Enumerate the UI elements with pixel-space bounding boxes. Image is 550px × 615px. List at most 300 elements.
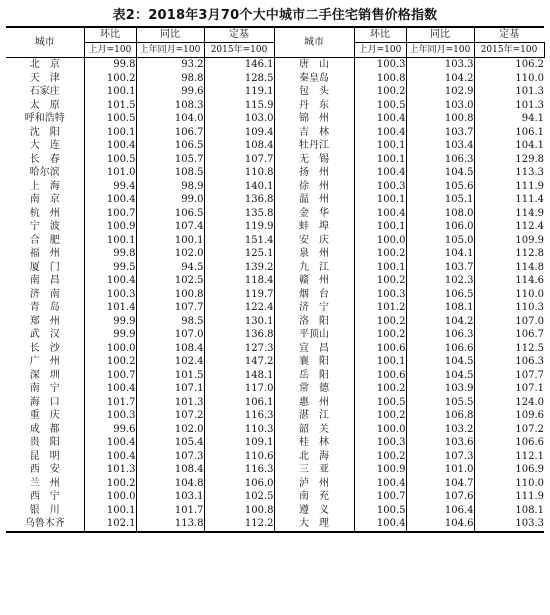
table-row	[6, 342, 544, 356]
index-fixed-cell: 112.1	[474, 450, 544, 464]
index-yoy-cell: 106.3	[406, 328, 474, 342]
table-row	[6, 355, 544, 369]
index-mom-cell: 100.2	[354, 247, 406, 261]
city-name-cell: 北 京	[29, 59, 60, 70]
city-name-cell: 合 肥	[29, 234, 60, 246]
index-mom-cell: 101.7	[84, 396, 136, 410]
city-name-cell: 海 口	[29, 396, 60, 408]
index-yoy-cell: 99.0	[136, 193, 204, 207]
table-row	[6, 166, 544, 180]
index-yoy-cell: 104.5	[406, 355, 474, 369]
index-yoy-cell: 104.0	[136, 112, 204, 126]
city-name-cell: 泉 州	[274, 247, 354, 261]
col-header-mom-right: 环比	[354, 27, 406, 43]
index-yoy-cell: 102.0	[136, 423, 204, 437]
index-yoy-cell: 106.5	[406, 288, 474, 302]
index-mom-cell: 100.4	[84, 193, 136, 207]
index-yoy-cell: 104.5	[406, 166, 474, 180]
index-mom-cell: 100.1	[354, 355, 406, 369]
index-fixed-cell: 114.9	[474, 207, 544, 221]
index-yoy-cell: 104.7	[406, 477, 474, 491]
index-mom-cell: 100.4	[354, 477, 406, 491]
index-mom-cell: 100.1	[354, 220, 406, 234]
index-mom-cell: 100.2	[354, 382, 406, 396]
index-yoy-cell: 103.9	[406, 382, 474, 396]
city-name-cell: 宁 波	[29, 221, 60, 232]
index-fixed-cell: 106.7	[474, 328, 544, 342]
city-name-cell: 上 海	[29, 180, 60, 192]
index-mom-cell: 100.5	[84, 153, 136, 167]
city-name-cell: 深 圳	[29, 369, 60, 381]
index-mom-cell: 102.1	[84, 517, 136, 532]
index-mom-cell: 99.8	[84, 58, 136, 72]
index-fixed-cell: 130.1	[204, 315, 274, 329]
index-fixed-cell: 116.3	[204, 409, 274, 423]
index-mom-cell: 100.5	[354, 504, 406, 518]
table-row	[6, 58, 544, 72]
index-mom-cell: 100.9	[84, 220, 136, 234]
city-name-cell: 西 宁	[29, 491, 60, 502]
index-yoy-cell: 93.2	[136, 58, 204, 72]
city-name-cell: 成 都	[29, 423, 60, 435]
index-mom-cell: 100.0	[354, 234, 406, 248]
header-row-1	[6, 27, 544, 43]
city-name-cell: 昆 明	[29, 450, 60, 462]
city-name-cell: 大 理	[274, 517, 354, 532]
index-mom-cell: 101.3	[84, 463, 136, 477]
city-name-cell: 青 岛	[29, 302, 60, 313]
index-fixed-cell: 106.3	[474, 355, 544, 369]
index-fixed-cell: 112.2	[204, 517, 274, 532]
table-row	[6, 396, 544, 410]
index-mom-cell: 100.0	[84, 342, 136, 356]
table-row	[6, 139, 544, 153]
col-header-mom-left: 环比	[84, 27, 136, 43]
index-mom-cell: 100.6	[354, 342, 406, 356]
index-mom-cell: 100.3	[354, 180, 406, 194]
index-mom-cell: 100.3	[84, 409, 136, 423]
index-fixed-cell: 119.7	[204, 288, 274, 302]
city-name-cell: 郑 州	[29, 315, 60, 327]
city-name-cell: 包 头	[274, 85, 354, 99]
index-mom-cell: 101.0	[84, 166, 136, 180]
index-fixed-cell: 136.8	[204, 328, 274, 342]
index-fixed-cell: 111.9	[474, 490, 544, 504]
index-fixed-cell: 119.9	[204, 220, 274, 234]
base-label-fixed-right: 2015年=100	[474, 43, 544, 58]
city-name-cell: 湛 江	[274, 409, 354, 423]
index-mom-cell: 99.8	[84, 247, 136, 261]
index-fixed-cell: 110.0	[474, 477, 544, 491]
index-fixed-cell: 151.4	[204, 234, 274, 248]
col-header-fixed-left: 定基	[204, 27, 274, 43]
table-row	[6, 328, 544, 342]
col-header-yoy-right: 同比	[406, 27, 474, 43]
index-yoy-cell: 108.0	[406, 207, 474, 221]
index-fixed-cell: 103.3	[474, 517, 544, 532]
index-yoy-cell: 105.4	[136, 436, 204, 450]
index-mom-cell: 100.4	[354, 112, 406, 126]
index-yoy-cell: 100.8	[136, 288, 204, 302]
table-row	[6, 517, 544, 532]
index-yoy-cell: 103.7	[406, 261, 474, 275]
index-mom-cell: 100.1	[84, 85, 136, 99]
index-fixed-cell: 106.1	[204, 396, 274, 410]
table-row	[6, 490, 544, 504]
city-name-cell: 金 华	[274, 207, 354, 221]
index-fixed-cell: 146.1	[204, 58, 274, 72]
index-fixed-cell: 112.5	[474, 342, 544, 356]
city-name-cell: 天 津	[29, 72, 60, 84]
index-mom-cell: 100.2	[84, 355, 136, 369]
city-name-cell: 宜 昌	[274, 342, 354, 356]
index-yoy-cell: 103.7	[406, 126, 474, 140]
table-row	[6, 450, 544, 464]
table-title: 表2：2018年3月70个大中城市二手住宅销售价格指数	[112, 8, 438, 23]
table-row	[6, 409, 544, 423]
index-yoy-cell: 106.7	[136, 126, 204, 140]
city-name-cell: 吉 林	[274, 126, 354, 140]
index-yoy-cell: 107.0	[136, 328, 204, 342]
index-fixed-cell: 112.4	[474, 220, 544, 234]
index-yoy-cell: 99.6	[136, 85, 204, 99]
index-fixed-cell: 108.1	[474, 504, 544, 518]
index-mom-cell: 100.2	[84, 72, 136, 86]
index-mom-cell: 100.4	[84, 274, 136, 288]
base-label-mom-right: 上月=100	[354, 43, 406, 58]
index-yoy-cell: 103.4	[406, 139, 474, 153]
index-yoy-cell: 108.4	[136, 463, 204, 477]
index-fixed-cell: 102.5	[204, 490, 274, 504]
index-yoy-cell: 106.4	[406, 504, 474, 518]
index-fixed-cell: 125.1	[204, 247, 274, 261]
index-fixed-cell: 106.9	[474, 463, 544, 477]
city-name-cell: 徐 州	[274, 180, 354, 194]
index-yoy-cell: 103.1	[136, 490, 204, 504]
city-name-cell: 蚌 埠	[274, 220, 354, 234]
city-name-cell: 银 川	[29, 504, 60, 516]
city-name-cell: 赣 州	[274, 274, 354, 288]
city-name-cell: 平顶山	[274, 328, 354, 342]
index-mom-cell: 100.2	[354, 409, 406, 423]
index-fixed-cell: 101.3	[474, 99, 544, 113]
city-name-cell: 南 昌	[29, 275, 60, 286]
index-mom-cell: 100.0	[354, 423, 406, 437]
index-mom-cell: 99.4	[84, 180, 136, 194]
index-mom-cell: 100.5	[84, 112, 136, 126]
index-fixed-cell: 116.3	[204, 463, 274, 477]
index-yoy-cell: 103.3	[406, 58, 474, 72]
index-fixed-cell: 139.2	[204, 261, 274, 275]
index-mom-cell: 100.2	[354, 274, 406, 288]
index-yoy-cell: 104.6	[406, 517, 474, 532]
index-fixed-cell: 111.9	[474, 180, 544, 194]
index-fixed-cell: 101.3	[474, 85, 544, 99]
table-row	[6, 477, 544, 491]
index-mom-cell: 100.8	[354, 72, 406, 86]
city-name-cell: 烟 台	[274, 288, 354, 302]
index-mom-cell: 100.2	[354, 315, 406, 329]
table-row	[6, 382, 544, 396]
table-row	[6, 463, 544, 477]
index-fixed-cell: 110.8	[204, 166, 274, 180]
index-mom-cell: 100.1	[84, 126, 136, 140]
city-name-cell: 沈 阳	[29, 126, 60, 138]
city-name-cell: 洛 阳	[274, 315, 354, 329]
index-mom-cell: 100.4	[84, 436, 136, 450]
city-name-cell: 岳 阳	[274, 369, 354, 383]
index-mom-cell: 100.5	[354, 99, 406, 113]
index-fixed-cell: 103.0	[204, 112, 274, 126]
index-fixed-cell: 104.1	[474, 139, 544, 153]
index-mom-cell: 100.4	[84, 450, 136, 464]
city-name-cell: 桂 林	[274, 436, 354, 450]
index-mom-cell: 100.1	[354, 193, 406, 207]
index-yoy-cell: 108.3	[136, 99, 204, 113]
index-yoy-cell: 107.7	[136, 301, 204, 315]
city-name-cell: 扬 州	[274, 166, 354, 180]
index-yoy-cell: 107.4	[136, 220, 204, 234]
index-fixed-cell: 107.2	[474, 423, 544, 437]
city-name-cell: 石家庄	[29, 86, 60, 97]
city-name-cell: 常 德	[274, 382, 354, 396]
index-yoy-cell: 108.1	[406, 301, 474, 315]
col-header-city-left: 城市	[6, 27, 84, 58]
city-name-cell: 锦 州	[274, 112, 354, 126]
table-row	[6, 220, 544, 234]
index-fixed-cell: 106.1	[474, 126, 544, 140]
index-mom-cell: 100.3	[84, 288, 136, 302]
index-fixed-cell: 109.4	[204, 126, 274, 140]
index-mom-cell: 100.4	[354, 126, 406, 140]
index-fixed-cell: 107.1	[474, 382, 544, 396]
index-yoy-cell: 105.5	[406, 396, 474, 410]
city-name-cell: 福 州	[29, 248, 60, 259]
index-yoy-cell: 107.1	[136, 382, 204, 396]
index-fixed-cell: 147.2	[204, 355, 274, 369]
index-mom-cell: 100.3	[354, 288, 406, 302]
index-fixed-cell: 106.6	[474, 436, 544, 450]
table-row	[6, 234, 544, 248]
index-yoy-cell: 104.2	[406, 72, 474, 86]
index-fixed-cell: 140.1	[204, 180, 274, 194]
index-fixed-cell: 107.7	[474, 369, 544, 383]
index-yoy-cell: 100.8	[406, 112, 474, 126]
city-name-cell: 兰 州	[29, 477, 60, 489]
table-row	[6, 247, 544, 261]
city-name-cell: 乌鲁木齐	[24, 518, 65, 529]
city-name-cell: 南 京	[29, 194, 60, 205]
index-yoy-cell: 107.6	[406, 490, 474, 504]
index-fixed-cell: 100.8	[204, 504, 274, 518]
table-row	[6, 423, 544, 437]
index-mom-cell: 100.3	[354, 58, 406, 72]
index-yoy-cell: 106.5	[136, 139, 204, 153]
index-yoy-cell: 104.1	[406, 247, 474, 261]
index-yoy-cell: 113.8	[136, 517, 204, 532]
col-header-fixed-right: 定基	[474, 27, 544, 43]
index-yoy-cell: 98.8	[136, 72, 204, 86]
index-fixed-cell: 114.6	[474, 274, 544, 288]
index-yoy-cell: 106.5	[136, 207, 204, 221]
city-name-cell: 太 原	[29, 99, 60, 111]
table-row	[6, 85, 544, 99]
index-yoy-cell: 108.5	[136, 166, 204, 180]
table-row	[6, 193, 544, 207]
index-mom-cell: 99.5	[84, 261, 136, 275]
city-name-cell: 牡丹江	[274, 139, 354, 153]
col-header-city-right: 城市	[274, 27, 354, 58]
index-fixed-cell: 110.3	[204, 423, 274, 437]
city-name-cell: 九 江	[274, 261, 354, 275]
index-yoy-cell: 105.0	[406, 234, 474, 248]
index-mom-cell: 100.4	[84, 382, 136, 396]
index-mom-cell: 100.9	[354, 463, 406, 477]
table-row	[6, 504, 544, 518]
index-fixed-cell: 110.6	[204, 450, 274, 464]
index-mom-cell: 100.1	[84, 234, 136, 248]
city-name-cell: 广 州	[29, 356, 60, 367]
table-row	[6, 126, 544, 140]
index-mom-cell: 100.2	[354, 328, 406, 342]
index-mom-cell: 101.4	[84, 301, 136, 315]
index-yoy-cell: 106.8	[406, 409, 474, 423]
city-name-cell: 北 海	[274, 450, 354, 464]
index-yoy-cell: 102.4	[136, 355, 204, 369]
col-header-yoy-left: 同比	[136, 27, 204, 43]
index-fixed-cell: 108.4	[204, 139, 274, 153]
city-name-cell: 济 南	[29, 288, 60, 300]
index-fixed-cell: 107.0	[474, 315, 544, 329]
city-name-cell: 丹 东	[274, 99, 354, 113]
index-yoy-cell: 103.0	[406, 99, 474, 113]
index-mom-cell: 100.5	[354, 396, 406, 410]
index-mom-cell: 99.6	[84, 423, 136, 437]
index-mom-cell: 100.7	[84, 207, 136, 221]
index-yoy-cell: 103.2	[406, 423, 474, 437]
index-mom-cell: 100.2	[354, 85, 406, 99]
index-yoy-cell: 108.4	[136, 342, 204, 356]
price-index-table	[6, 26, 545, 533]
index-fixed-cell: 135.8	[204, 207, 274, 221]
index-yoy-cell: 105.1	[406, 193, 474, 207]
index-yoy-cell: 101.7	[136, 504, 204, 518]
index-yoy-cell: 100.1	[136, 234, 204, 248]
index-fixed-cell: 128.5	[204, 72, 274, 86]
index-fixed-cell: 94.1	[474, 112, 544, 126]
index-mom-cell: 100.7	[84, 369, 136, 383]
index-fixed-cell: 124.0	[474, 396, 544, 410]
city-name-cell: 哈尔滨	[29, 167, 60, 178]
table-row	[6, 436, 544, 450]
index-fixed-cell: 115.9	[204, 99, 274, 113]
index-fixed-cell: 110.0	[474, 288, 544, 302]
index-fixed-cell: 148.1	[204, 369, 274, 383]
index-fixed-cell: 109.9	[474, 234, 544, 248]
base-label-fixed-left: 2015年=100	[204, 43, 274, 58]
index-mom-cell: 99.9	[84, 315, 136, 329]
index-mom-cell: 100.0	[84, 490, 136, 504]
index-yoy-cell: 104.5	[406, 369, 474, 383]
city-name-cell: 济 宁	[274, 301, 354, 315]
index-mom-cell: 101.5	[84, 99, 136, 113]
index-yoy-cell: 106.3	[406, 153, 474, 167]
index-yoy-cell: 94.5	[136, 261, 204, 275]
city-name-cell: 武 汉	[29, 329, 60, 340]
table-row	[6, 315, 544, 329]
city-name-cell: 三 亚	[274, 463, 354, 477]
index-yoy-cell: 98.5	[136, 315, 204, 329]
base-label-yoy-right: 上年同月=100	[406, 43, 474, 58]
index-yoy-cell: 102.9	[406, 85, 474, 99]
city-name-cell: 西 安	[29, 464, 60, 475]
table-row	[6, 301, 544, 315]
index-yoy-cell: 104.8	[136, 477, 204, 491]
base-label-mom-left: 上月=100	[84, 43, 136, 58]
index-yoy-cell: 107.2	[136, 409, 204, 423]
index-fixed-cell: 112.8	[474, 247, 544, 261]
city-name-cell: 惠 州	[274, 396, 354, 410]
index-yoy-cell: 106.6	[406, 342, 474, 356]
index-mom-cell: 100.2	[84, 477, 136, 491]
table-row	[6, 99, 544, 113]
index-yoy-cell: 105.6	[406, 180, 474, 194]
index-yoy-cell: 106.0	[406, 220, 474, 234]
table-row	[6, 180, 544, 194]
table-row	[6, 274, 544, 288]
index-fixed-cell: 119.1	[204, 85, 274, 99]
index-yoy-cell: 103.6	[406, 436, 474, 450]
index-fixed-cell: 122.4	[204, 301, 274, 315]
table-row	[6, 261, 544, 275]
index-mom-cell: 100.2	[354, 450, 406, 464]
index-mom-cell: 100.4	[354, 517, 406, 532]
city-name-cell: 泸 州	[274, 477, 354, 491]
index-yoy-cell: 102.3	[406, 274, 474, 288]
index-mom-cell: 100.4	[84, 139, 136, 153]
index-fixed-cell: 129.8	[474, 153, 544, 167]
city-name-cell: 厦 门	[29, 261, 60, 273]
city-name-cell: 长 春	[29, 153, 60, 165]
index-yoy-cell: 101.3	[136, 396, 204, 410]
index-mom-cell: 100.1	[84, 504, 136, 518]
city-name-cell: 遵 义	[274, 504, 354, 518]
table-row	[6, 207, 544, 221]
index-mom-cell: 100.1	[354, 153, 406, 167]
index-yoy-cell: 101.0	[406, 463, 474, 477]
city-name-cell: 重 庆	[29, 410, 60, 421]
table-row	[6, 369, 544, 383]
index-fixed-cell: 109.1	[204, 436, 274, 450]
index-yoy-cell: 101.5	[136, 369, 204, 383]
index-fixed-cell: 110.0	[474, 72, 544, 86]
index-fixed-cell: 117.0	[204, 382, 274, 396]
city-name-cell: 秦皇岛	[274, 72, 354, 86]
index-yoy-cell: 107.3	[406, 450, 474, 464]
index-fixed-cell: 113.3	[474, 166, 544, 180]
index-mom-cell: 99.9	[84, 328, 136, 342]
table-body	[6, 58, 544, 532]
index-yoy-cell: 102.0	[136, 247, 204, 261]
index-mom-cell: 100.3	[354, 436, 406, 450]
city-name-cell: 呼和浩特	[24, 113, 65, 124]
city-name-cell: 无 锡	[274, 153, 354, 167]
city-name-cell: 南 充	[274, 490, 354, 504]
base-label-yoy-left: 上年同月=100	[136, 43, 204, 58]
index-mom-cell: 100.1	[354, 261, 406, 275]
index-mom-cell: 100.7	[354, 490, 406, 504]
table-row	[6, 153, 544, 167]
